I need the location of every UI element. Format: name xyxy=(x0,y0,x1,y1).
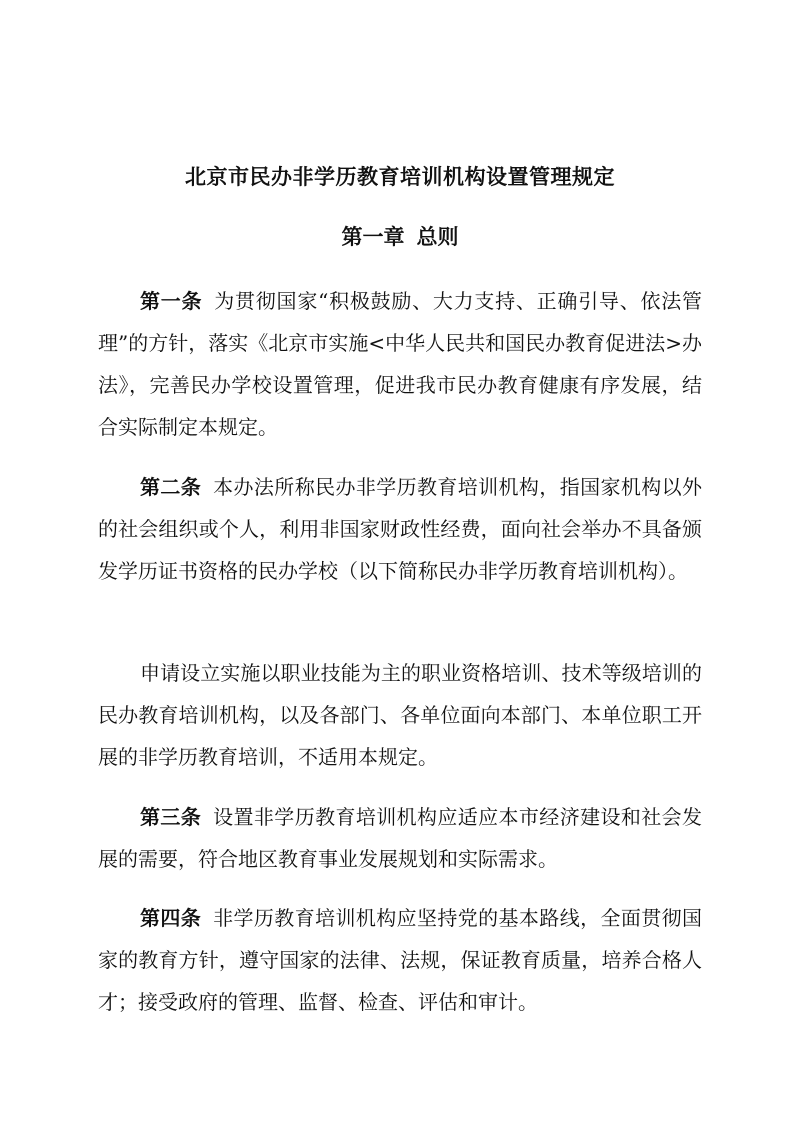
article-2-paragraph xyxy=(98,466,702,592)
chapter-heading xyxy=(0,222,800,252)
chapter-number: 第一章 xyxy=(341,224,405,249)
chapter-name: 总则 xyxy=(416,224,459,249)
article-4-paragraph xyxy=(98,897,702,1023)
document-title: 北京市民办非学历教育培训机构设置管理规定 xyxy=(185,164,615,189)
article-text: 为贯彻国家“积极鼓励、大力支持、正确引导、依法管理”的方针，落实《北京市实施<中华人民共和国民办教育促进法>办法》，完善民办学校设置管理，促进我市民办教育健康有序发展，结合实际制定本规定。 xyxy=(98,289,702,439)
article-2-exception-paragraph xyxy=(98,652,702,778)
article-text: 申请设立实施以职业技能为主的职业资格培训、技术等级培训的民办教育培训机构，以及各部门、各单位面向本部门、本单位职工开展的非学历教育培训，不适用本规定。 xyxy=(98,661,702,769)
article-3-paragraph xyxy=(98,796,702,880)
article-text: 设置非学历教育培训机构应适应本市经济建设和社会发展的需要，符合地区教育事业发展规划和实际需求。 xyxy=(98,805,703,871)
article-1-paragraph xyxy=(98,280,702,448)
article-number: 第二条 xyxy=(140,475,202,499)
article-text: 非学历教育培训机构应坚持党的基本路线，全面贯彻国家的教育方针，遵守国家的法律、法规，保证教育质量，培养合格人才；接受政府的管理、监督、检查、评估和审计。 xyxy=(98,906,703,1014)
article-text: 本办法所称民办非学历教育培训机构，指国家机构以外的社会组织或个人，利用非国家财政性经费，面向社会举办不具备颁发学历证书资格的民办学校（以下简称民办非学历教育培训机构）。 xyxy=(98,475,703,583)
article-number: 第一条 xyxy=(140,289,203,313)
article-number: 第四条 xyxy=(140,906,202,930)
article-number: 第三条 xyxy=(140,805,202,829)
